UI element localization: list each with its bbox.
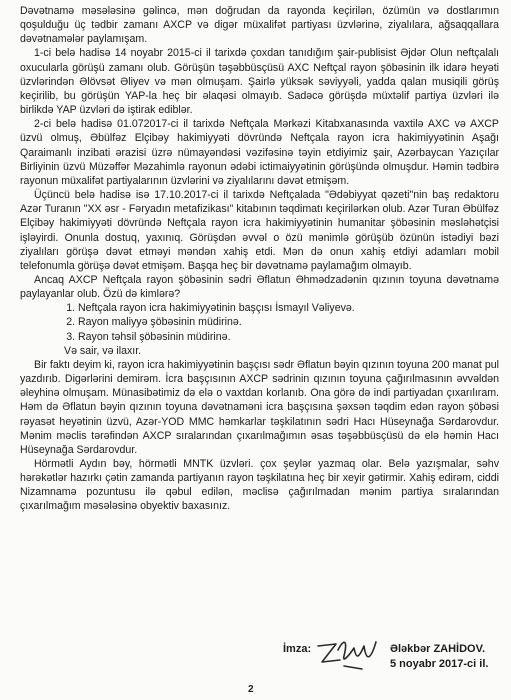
page-number: 2 [248, 684, 254, 695]
paragraph-second-event: 2-ci belə hadisə 01.072017-ci il tarixdə Neftçala Mərkəzi Kitabxanasında vaxtilə AXC və AXCP üzvü olmuş, Əbülfəz Elçibəy hakimiyyəti dövründə Neftçala rayon icra hakimiyyətinin Aşağı Qaraimanlı inzibati ərazisi üzrə nümayəndəsi vəzifəsinə təyin etdiyimiz şair, Azərbaycan Yazıçılar Birliyinin üzvü Müzəffər Məzahimlə rayonun ədəbi ictimaiyyətinin görüşündə olmuşdur. Həmin tədbirə rayonun müxalifət partiyalarının üzvlərini və ziyalılarını dəvət etmişəm. [20, 118, 499, 187]
paragraph-wedding-invitations: Ancaq AXCP Neftçala rayon şöbəsinin sədri Əflatun Əhmədzadənin qızının toyuna dəvətnamə paylayanlar olub. Özü də kimlərə? [20, 273, 499, 301]
list-tail: Və sair, və ilaxır. [64, 344, 142, 357]
paragraph-third-event: Üçüncü belə hadisə isə 17.10.2017-ci il tarixdə Neftçalada "Ədəbiyyat qəzeti"nin baş redaktoru Azər Turanın "XX əsr - Fəryadın metafizikası" kitabının təqdimatı keçirilərkən olub. Azər Turan Əbülfəz Elçibəy hakimiyyəti dövründə Neftçala rayon icra hakimiyyətinin humanitar şöbəsinin məsləhətçisi işləyirdi. Onunla dostuq, yaxınıq. Görüşdən əvvəl o özü mənimlə görüşüb özünün istədiyi bəzi ziyalıları görüşə dəvət etməyi məndən xahiş etdi. Mən də onun xahiş etdiyi adamları mobil telefonumla görüşə dəvət etmişəm. Başqa heç bir dəvətnamə paylamağım olmayıb. [20, 189, 499, 272]
paragraph-appeal: Hörmətli Aydın bəy, hörmətli MNTK üzvləri. çox şeylər yazmaq olar. Belə yazışmalar, səhv hərəkətlər hazırkı çətin zamanda partiyanın rayon təşkilatına heç bir xeyir gətirmir. Xahiş edirəm, ciddi Nizamnamə pozuntusu ilə qəbul edilən, məclisə çağırılmadan mənim partiya sıralarından çıxarılmağım məsələsinə obyektiv baxasınız. [20, 458, 499, 513]
paragraph-fact: Bir faktı deyim ki, rayon icra hakimiyyətinin başçısı sədr Əflatun bəyin qızının toyuna 200 manat pul yazdırıb. Digərlərini demirəm. İcra başçısının AXCP sədrinin qızının toyuna çağırılmasının əvvəldən əleyhinə olmuşam. Münasibətimiz də elə o vaxtdan korlanıb. Ona görə də indi partiyadan çıxarılıram. Həm də Əflatun bəyin qızının toyuna dəvətnaməni icra başçısına şəxsən təqdim edən rayon şöbəsi rəyasət heyətinin üzvü, Azər-YOD MMC həmkarlar təşkilatının sədri Hacı Hüseynağa Sərdarovdur. Mənim məclis tərəfindən AXCP sıralarından çıxarılmağımın əsas təşəbbüsçüsü də elə həmin Hacı Hüseynağa Sərdarovdur. [20, 358, 499, 456]
list-item: 3. Rayon təhsil şöbəsinin müdirinə. [78, 330, 499, 344]
signature-label: İmza: [283, 643, 312, 655]
list-item: 1. Neftçala rayon icra hakimiyyətinin başçısı İsmayıl Vəliyevə. [78, 301, 499, 315]
recipients-list [20, 301, 499, 343]
list-item: 2. Rayon maliyyə şöbəsinin müdirinə. [78, 315, 499, 329]
handwritten-signature-icon [314, 636, 384, 672]
signature-date: 5 noyabr 2017-ci il. [390, 658, 489, 670]
letter-body [20, 4, 499, 514]
signer-name: Ələkbər ZAHİDOV. [390, 643, 485, 655]
signature-block [250, 636, 500, 676]
paragraph-first-event: 1-ci belə hadisə 14 noyabr 2015-ci il tarixdə çoxdan tanıdığım şair-publisist Əjdər Olun neftçalalı oxucularla görüşü zamanı olub. Görüşün təşəbbüsçüsü AXC Neftçal rayon şöbəsinin ilk idarə heyəti üzvlərindən Əlövsət Əliyev və mən olmuşam. Şairlə yüksək səviyyəli, yadda qalan musiqili görüş keçirilib, bu görüşün YAP-la heç bir əlaqəsi olmayıb. Sadəcə görüşdə müxtəlif partiya üzvləri ilə birlikdə YAP üzvləri də iştirak ediblər. [20, 47, 499, 117]
paragraph-invitations: Dəvətnamə məsələsinə gəlincə, mən doğrudan da rayonda keçirilən, özümün və dostlarımın qoşulduğu üç tədbir zamanı AXCP və digər müxalifət partiyası üzvlərinə, ziyalılara, ağsaqqallara dəvətnamələr paylamışam. [20, 5, 499, 46]
